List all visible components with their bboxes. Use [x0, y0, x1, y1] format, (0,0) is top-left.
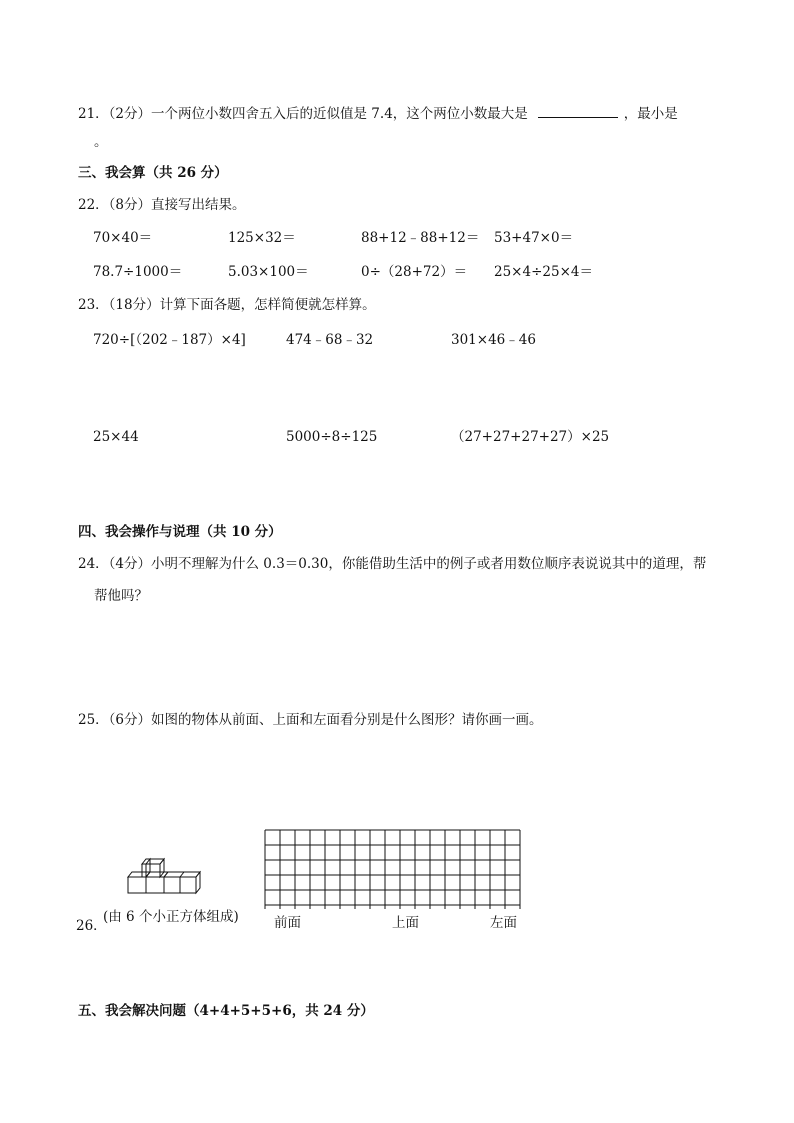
question-22-stem: 22．（8分）直接写出结果。 — [78, 197, 246, 213]
question-21-end: 。 — [94, 134, 108, 150]
q23-item: 25×44 — [93, 429, 139, 445]
answer-blank[interactable] — [538, 103, 618, 118]
section-5-heading: 五、我会解决问题（4+4+5+5+6，共 24 分） — [78, 1003, 374, 1019]
q22-item: 78.7÷1000＝ — [93, 264, 183, 280]
cube-figure — [124, 857, 204, 897]
question-26-number: 26． — [76, 918, 107, 934]
view-label-front: 前面 — [274, 915, 301, 931]
q22-item: 53+47×0＝ — [494, 230, 574, 246]
question-24-line1: 24．（4分）小明不理解为什么 0.3＝0.30，你能借助生活中的例子或者用数位顺序表说说其中的道理，帮 — [78, 556, 707, 572]
question-24-line2: 帮他吗？ — [94, 588, 148, 604]
q23-item: （27+27+27+27）×25 — [451, 429, 610, 445]
q23-item: 474﹣68﹣32 — [286, 332, 374, 348]
cube-face — [180, 877, 196, 893]
figure-caption: (由 6 个小正方体组成) — [103, 909, 239, 925]
cube-face — [196, 872, 200, 893]
question-21 — [78, 103, 678, 122]
q22-item: 25×4÷25×4＝ — [494, 264, 593, 280]
q22-item: 88+12﹣88+12＝ — [361, 230, 480, 246]
q22-item: 5.03×100＝ — [228, 264, 309, 280]
q23-item: 301×46﹣46 — [451, 332, 536, 348]
cube-face — [142, 864, 160, 877]
question-21-text: 21．（2分）一个两位小数四舍五入后的近似值是 7.4，这个两位小数最大是 — [78, 106, 528, 122]
drawing-grid[interactable] — [264, 829, 528, 909]
cube-face — [146, 877, 164, 893]
view-label-left: 左面 — [490, 915, 517, 931]
q22-item: 0÷（28+72）＝ — [361, 264, 468, 280]
question-25-stem: 25．（6分）如图的物体从前面、上面和左面看分别是什么图形？请你画一画。 — [78, 712, 543, 728]
question-21-suffix: ，最小是 — [623, 106, 678, 122]
section-3-heading: 三、我会算（共 26 分） — [78, 165, 228, 181]
q22-item: 125×32＝ — [228, 230, 296, 246]
q23-item: 5000÷8÷125 — [286, 429, 378, 445]
section-4-heading: 四、我会操作与说理（共 10 分） — [78, 524, 282, 540]
cube-face — [160, 859, 164, 877]
q23-item: 720÷[（202﹣187）×4] — [93, 332, 246, 348]
q22-item: 70×40＝ — [93, 230, 153, 246]
cube-face — [128, 877, 146, 893]
view-label-top: 上面 — [392, 915, 419, 931]
cube-face — [164, 877, 180, 893]
question-23-stem: 23．（18分）计算下面各题，怎样简便就怎样算。 — [78, 297, 376, 313]
